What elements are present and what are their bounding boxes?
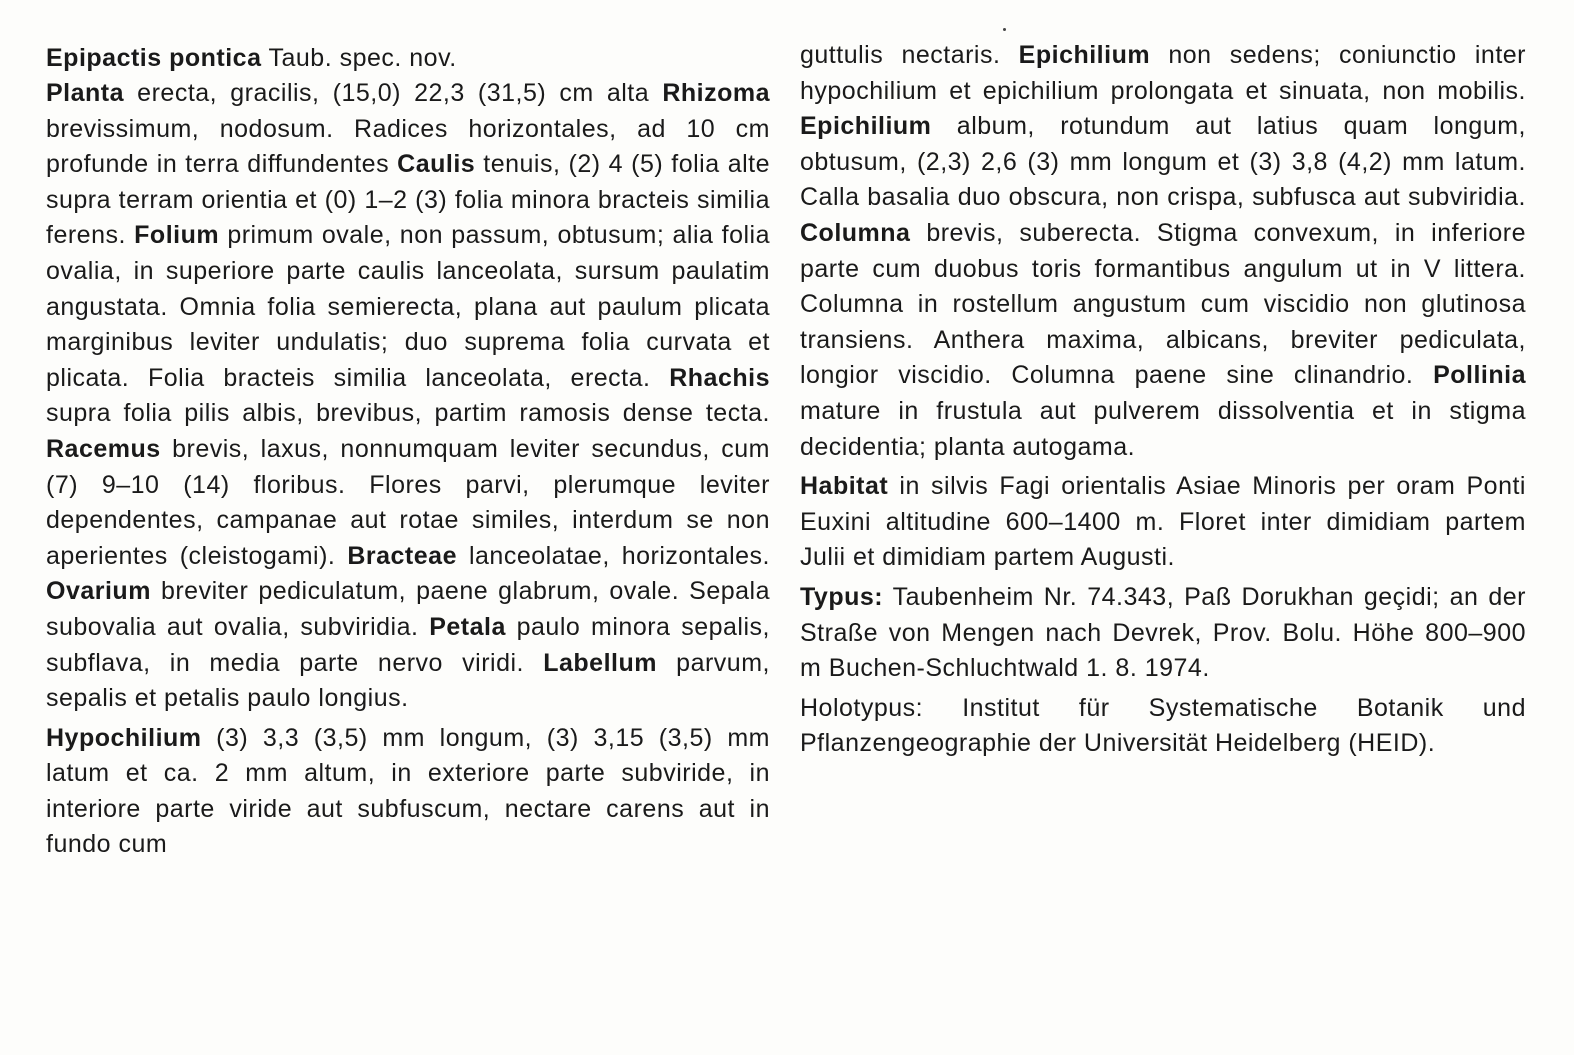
bold-term: Folium	[134, 221, 220, 250]
bold-term: Habitat	[800, 472, 889, 501]
paragraph	[800, 38, 1526, 465]
paragraph	[46, 721, 770, 863]
text-run: Taubenheim Nr. 74.343, Paß Dorukhan geçidi; an der Straße von Mengen nach Devrek, Prov. Bolu. Höhe 800–900 m Buchen-Schluchtwald 1. 8. 1974.	[800, 582, 1526, 683]
bold-term: Hypochilium	[46, 723, 202, 752]
left-column	[46, 40, 770, 863]
text-run: in silvis Fagi orientalis Asiae Minoris per oram Ponti Euxini altitudine 600–1400 m. Floret inter dimidiam partem Julii et dimidiam partem Augusti.	[800, 472, 1526, 572]
bold-term: Epichilium	[800, 112, 932, 141]
right-column	[800, 38, 1526, 762]
bold-term: Rhizoma	[662, 79, 770, 107]
text-run: guttulis nectaris.	[800, 41, 1019, 69]
text-run: erecta, gracilis, (15,0) 22,3 (31,5) cm alta	[124, 79, 663, 107]
text-run: brevissimum, nodosum. Radices horizontales, ad 10 cm profunde in terra diffundentes	[46, 114, 770, 179]
text-run: brevis, suberecta. Stigma convexum, in inferiore parte cum duobus toris formantibus angulum ut in V littera. Columna in rostellum angustum cum viscidio non glutinosa transiens. Anthera maxima, albicans, breviter pediculata, longior viscidio. Columna paene sine clinandrio.	[800, 218, 1526, 390]
paragraph	[800, 691, 1526, 762]
species-author: Taub. spec. nov.	[261, 44, 457, 72]
bold-term: Rhachis	[669, 363, 770, 392]
bold-term: Planta	[46, 79, 125, 107]
text-run: parvum, sepalis et petalis paulo longius.	[46, 648, 770, 713]
text-run: non sedens; coniunctio inter hypochilium et epichilium prolongata et sinuata, non mobilis.	[800, 41, 1526, 105]
text-run: primum ovale, non passum, obtusum; alia folia ovalia, in superiore parte caulis lanceolata, sursum paulatim angustata. Omnia folia semierecta, plana aut paulum plicata marginibus leviter undulatis; duo suprema folia curvata et plicata. Folia bracteis similia lanceolata, erecta.	[46, 221, 770, 392]
text-run: (3) 3,3 (3,5) mm longum, (3) 3,15 (3,5) mm latum et ca. 2 mm altum, in exteriore parte subviride, in interiore parte viride aut subfuscum, nectare carens aut in fundo cum	[46, 723, 770, 859]
scan-speck	[1003, 28, 1006, 31]
paragraph	[800, 580, 1526, 687]
bold-term: Typus:	[800, 582, 884, 611]
bold-term: Epichilium	[1018, 41, 1151, 69]
text-run: album, rotundum aut latius quam longum, obtusum, (2,3) 2,6 (3) mm longum et (3) 3,8 (4,2) mm latum. Calla basalia duo obscura, non crispa, subfusca aut subviridia.	[800, 112, 1526, 212]
left-paragraphs	[46, 76, 770, 863]
text-run: brevis, laxus, nonnumquam leviter secundus, cum (7) 9–10 (14) floribus. Flores parvi, plerumque leviter dependentes, campanae aut rotae similes, interdum se non aperientes (cleistogami).	[46, 434, 770, 570]
bold-term: Columna	[800, 218, 911, 247]
text-run: lanceolatae, horizontales.	[456, 541, 770, 570]
bold-term: Pollinia	[1433, 361, 1526, 390]
text-run: Holotypus: Institut für Systematische Botanik und Pflanzengeographie der Universität Heidelberg (HEID).	[800, 693, 1526, 758]
bold-term: Ovarium	[46, 577, 151, 606]
bold-term: Labellum	[543, 648, 657, 677]
paragraph	[800, 469, 1526, 576]
species-title	[46, 40, 770, 76]
text-run: mature in frustula aut pulverem dissolventia et in stigma decidentia; planta autogama.	[800, 396, 1526, 461]
text-run: supra folia pilis albis, brevibus, partim ramosis dense tecta.	[46, 399, 770, 428]
species-name: Epipactis pontica	[46, 44, 262, 72]
bold-term: Petala	[429, 612, 506, 641]
text-run: tenuis, (2) 4 (5) folia alte supra terram orientia et (0) 1–2 (3) folia minora bracteis similia ferens.	[46, 150, 771, 250]
bold-term: Caulis	[397, 150, 476, 179]
bold-term: Bracteae	[347, 541, 457, 570]
right-paragraphs	[800, 38, 1526, 762]
paragraph	[46, 76, 770, 717]
text-run: paulo minora sepalis, subflava, in media parte nervo viridi.	[46, 612, 770, 677]
bold-term: Racemus	[46, 434, 161, 463]
text-run: breviter pediculatum, paene glabrum, ovale. Sepala subovalia aut ovalia, subviridia.	[46, 577, 770, 641]
